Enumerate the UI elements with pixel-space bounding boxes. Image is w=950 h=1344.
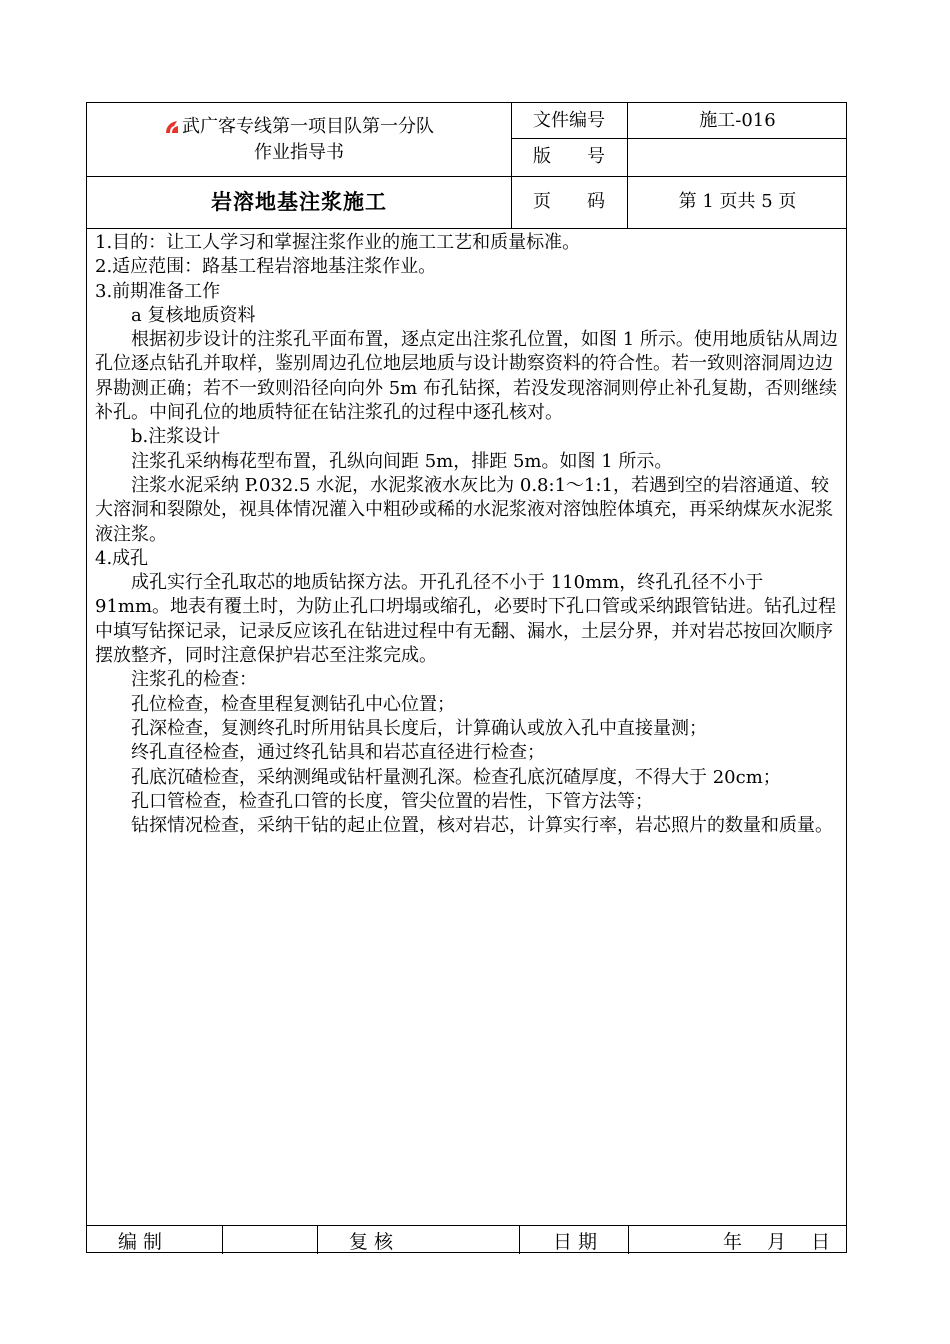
file-no-label: 文件编号 [533, 109, 605, 131]
paragraph: 2.适应范围：路基工程岩溶地基注浆作业。 [95, 256, 437, 278]
page-number: 第 1 页共 5 页 [678, 191, 797, 212]
org-block [87, 103, 511, 176]
page-label: 页 码 [533, 191, 605, 212]
paragraph: 1.目的：让工人学习和掌握注浆作业的施工工艺和质量标准。 [95, 232, 581, 253]
paragraph: 孔深检查，复测终孔时所用钻具长度后，计算确认或放入孔中直接量测； [131, 717, 707, 739]
date-label: 日 期 [553, 1230, 598, 1253]
paragraph: 孔口管检查，检查孔口管的长度，管尖位置的岩性，下管方法等； [131, 790, 653, 812]
paragraph: 钻探情况检查，采纳干钻的起止位置，核对岩芯，计算实行率，岩芯照片的数量和质量。 [131, 815, 833, 837]
version-value [627, 138, 848, 176]
org-name: 武广客专线第一项目队第一分队 [182, 115, 434, 137]
paragraph: 根据初步设计的注浆孔平面布置，逐点定出注浆孔位置，如图 1 所示。使用地质钻从周边孔位逐点钻孔并取样，鉴别周边孔位地层地质与设计勘察资料的符合性。若一致则溶洞周边边界勘测正确；若不一致则沿径向向外 5m 布孔钻探，若没发现溶洞则停止补孔复勘，否则继续补孔。中间孔位的地质特征在钻注浆孔的过程中逐孔核对。 [95, 329, 838, 424]
page-title: 岩溶地基注浆施工 [211, 189, 387, 214]
paragraph: 成孔实行全孔取芯的地质钻探方法。开孔孔径不小于 110mm，终孔孔径不小于 91mm。地表有覆土时，为防止孔口坍塌或缩孔，必要时下孔口管或采纳跟管钻进。钻孔过程中填写钻探记录，记录反应该孔在钻进过程中有无翻、漏水，土层分界，并对岩芯按回次顺序摆放整齐，同时注意保护岩芯至注浆完成。 [95, 572, 837, 667]
paragraph: 3.前期准备工作 [95, 280, 221, 302]
divider [628, 1225, 629, 1254]
paragraph: 终孔直径检查，通过终孔钻具和岩芯直径进行检查； [131, 742, 545, 764]
paragraph: b.注浆设计 [131, 426, 221, 448]
version-label: 版 号 [533, 146, 605, 167]
org-line [164, 114, 434, 140]
review-label: 复 核 [349, 1230, 394, 1253]
paragraph: 孔位检查，检查里程复测钻孔中心位置； [131, 693, 455, 715]
paragraph: a 复核地质资料 [131, 304, 256, 326]
paragraph: 注浆水泥采纳 P.032.5 水泥，水泥浆液水灰比为 0.8:1～1:1，若遇到空的岩溶通道、较大溶洞和裂隙处，视具体情况灌入中粗砂或稀的水泥浆液对溶蚀腔体填充，再采纳煤灰水泥浆液注浆。 [95, 474, 833, 545]
instruction-document [86, 102, 847, 1253]
divider [317, 1225, 318, 1254]
compiled-by-label: 编 制 [118, 1230, 163, 1253]
paragraph: 孔底沉碴检查，采纳测绳或钻杆量测孔深。检查孔底沉碴厚度，不得大于 20cm； [131, 766, 781, 788]
company-logo-icon [164, 119, 180, 135]
paragraph: 4.成孔 [95, 547, 149, 569]
divider [87, 228, 846, 229]
doc-type: 作业指导书 [254, 141, 344, 163]
compiled-by-value [223, 1228, 317, 1252]
paragraph: 注浆孔采纳梅花型布置，孔纵向间距 5m，排距 5m。如图 1 所示。 [131, 450, 673, 472]
date-value: 年 月 日 [723, 1230, 831, 1253]
paragraph: 注浆孔的检查： [131, 669, 257, 691]
file-no-value: 施工-016 [699, 109, 776, 131]
document-body [95, 231, 843, 838]
